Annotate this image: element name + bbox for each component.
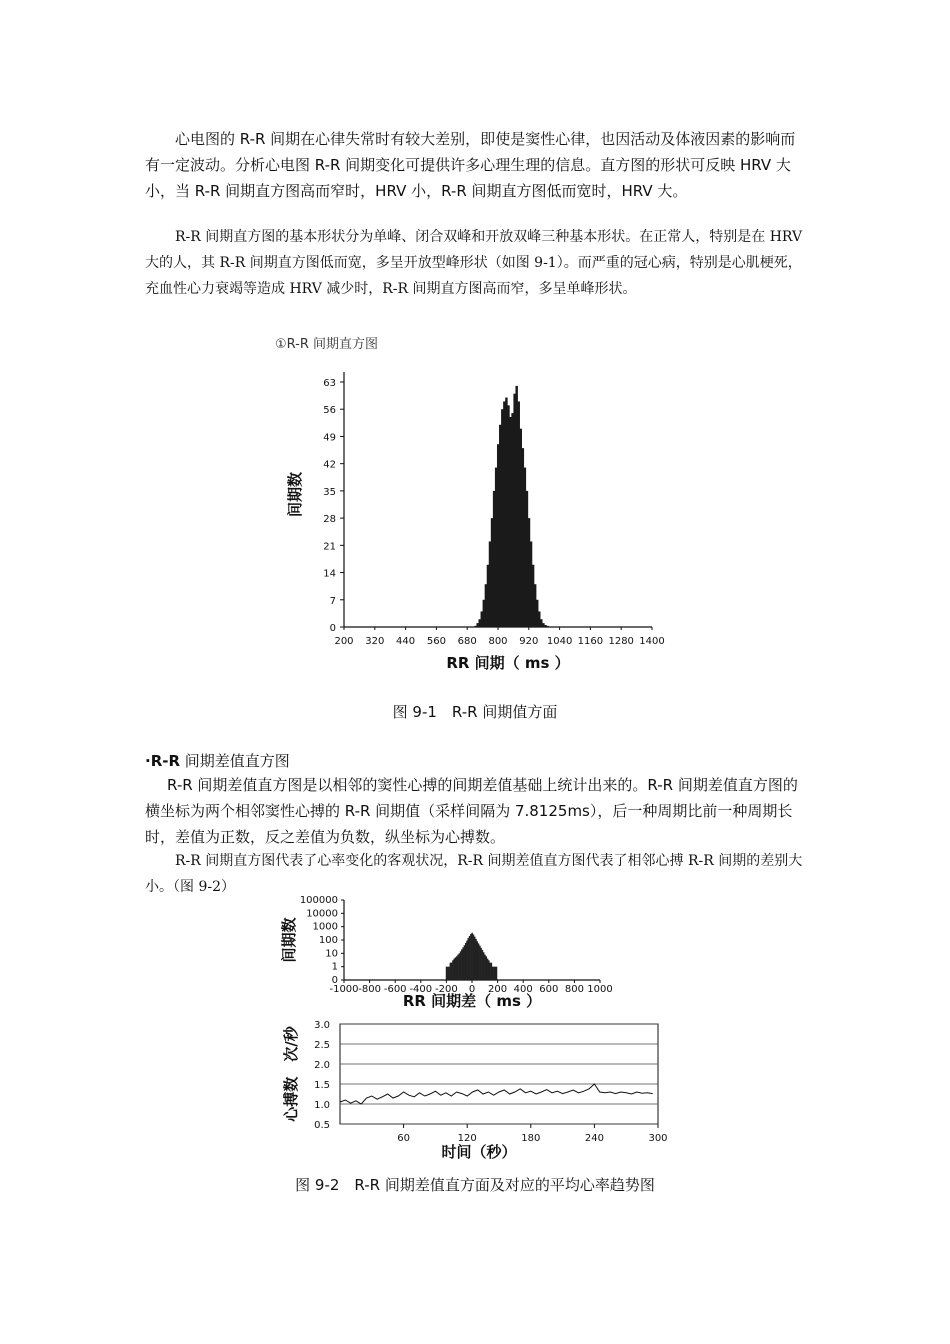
x-tick-label: -400 bbox=[409, 984, 433, 995]
diff-histogram-paragraph: R-R 间期差值直方图是以相邻的窦性心搏的间期差值基础上统计出来的。R-R 间期差值直方图的横坐标为两个相邻窦性心搏的 R-R 间期值（采样间隔为 7.8125ms），后一种周期比前一种周期长时，差值为正数，反之差值为负数，纵坐标为心搏数。 bbox=[145, 776, 798, 846]
x-tick-label: 800 bbox=[488, 636, 508, 647]
x-tick-label: -200 bbox=[435, 984, 458, 995]
figure1-caption: 图 9-1 R-R 间期值方面 bbox=[392, 703, 558, 721]
x-tick-label: -1000 bbox=[329, 984, 359, 995]
y-tick-label: 7 bbox=[329, 595, 336, 607]
x-tick-label: 680 bbox=[457, 636, 477, 647]
y-tick-label: 3.0 bbox=[314, 1020, 330, 1031]
x-tick-label: 200 bbox=[488, 984, 508, 995]
x-tick-label: 240 bbox=[584, 1133, 604, 1144]
shape-paragraph: R-R 间期直方图的基本形状分为单峰、闭合双峰和开放双峰三种基本形状。在正常人，特别是在 HRV 大的人，其 R-R 间期直方图低而宽，多呈开放型峰形状（如图 9-1）。而严重的冠心病，特别是心肌梗死，充血性心力衰竭等造成 HRV 减少时，R-R 间期直方图高而窄，多呈单峰形状。 bbox=[145, 229, 803, 297]
x-tick-label: 180 bbox=[521, 1133, 541, 1144]
intro-paragraph: 心电图的 R-R 间期在心律失常时有较大差别，即使是窦性心律，也因活动及体液因素的影响而有一定波动。分析心电图 R-R 间期变化可提供许多心理生理的信息。直方图的形状可反映 HRV 大小，当 R-R 间期直方图高而窄时，HRV 小，R-R 间期直方图低而宽时，HRV 大。 bbox=[145, 130, 796, 200]
x-tick-label: 1400 bbox=[639, 636, 665, 647]
x-tick-label: 560 bbox=[426, 636, 446, 647]
x-tick-label: 800 bbox=[564, 984, 584, 995]
section-heading-text: 间期差值直方图 bbox=[180, 752, 290, 770]
x-tick-label: -800 bbox=[358, 984, 381, 995]
y-tick-label: 1 bbox=[331, 961, 338, 973]
y-axis-title: 间期数 bbox=[286, 471, 304, 518]
x-tick-label: 600 bbox=[539, 984, 559, 995]
comparison-paragraph: R-R 间期直方图代表了心率变化的客观状况，R-R 间期差值直方图代表了相邻心搏 R-R 间期的差别大小。（图 9-2） bbox=[145, 853, 803, 895]
y-tick-label: 28 bbox=[323, 514, 336, 526]
x-tick-label: 200 bbox=[334, 636, 354, 647]
y-tick-label: 63 bbox=[323, 378, 336, 389]
y-tick-label: 42 bbox=[323, 459, 336, 471]
y-tick-label: 0 bbox=[331, 975, 338, 986]
y-tick-label: 100000 bbox=[299, 895, 338, 906]
y-axis-title: 间期数 bbox=[280, 917, 298, 963]
y-tick-label: 1000 bbox=[312, 921, 338, 933]
x-tick-label: 0 bbox=[468, 984, 476, 995]
plot-frame bbox=[340, 1024, 658, 1124]
y-tick-label: 21 bbox=[323, 541, 336, 553]
y-tick-label: 0 bbox=[329, 623, 336, 634]
x-tick-label: 1160 bbox=[577, 636, 604, 647]
section-heading-bold: ·R-R bbox=[145, 752, 181, 770]
x-tick-label: 440 bbox=[396, 636, 416, 647]
y-tick-label: 14 bbox=[323, 568, 336, 580]
y-tick-label: 2.0 bbox=[314, 1060, 330, 1071]
x-tick-label: 1040 bbox=[546, 636, 573, 647]
y-tick-label: 35 bbox=[323, 486, 336, 498]
x-axis-title: RR 间期差（ ms ） bbox=[402, 992, 542, 1010]
figure2-caption: 图 9-2 R-R 间期差值直方面及对应的平均心率趋势图 bbox=[295, 1176, 655, 1194]
x-tick-label: 920 bbox=[519, 636, 539, 647]
y-tick-label: 1.5 bbox=[314, 1080, 330, 1091]
y-tick-label: 2.5 bbox=[314, 1040, 330, 1051]
y-tick-label: 1.0 bbox=[314, 1100, 330, 1111]
x-axis-title: RR 间期（ ms ） bbox=[446, 654, 570, 672]
y-tick-label: 10 bbox=[325, 948, 338, 960]
x-tick-label: 60 bbox=[397, 1133, 410, 1144]
y-axis-title: 心搏数 次/秒 bbox=[282, 1026, 300, 1122]
x-axis-title: 时间（秒） bbox=[441, 1143, 517, 1161]
y-tick-label: 56 bbox=[323, 405, 336, 417]
x-tick-label: -600 bbox=[383, 984, 407, 995]
x-tick-label: 120 bbox=[457, 1133, 477, 1144]
x-tick-label: 1280 bbox=[608, 636, 634, 647]
y-tick-label: 100 bbox=[318, 935, 338, 946]
figure1-label: ①R-R 间期直方图 bbox=[275, 337, 379, 352]
x-tick-label: 400 bbox=[513, 984, 533, 995]
x-tick-label: 320 bbox=[365, 636, 385, 647]
y-tick-label: 0.5 bbox=[314, 1120, 330, 1131]
y-tick-label: 49 bbox=[323, 432, 336, 444]
heart-rate-line bbox=[340, 1084, 653, 1104]
y-tick-label: 10000 bbox=[306, 908, 338, 920]
x-tick-label: 300 bbox=[648, 1133, 668, 1144]
x-tick-label: 1000 bbox=[587, 984, 613, 995]
